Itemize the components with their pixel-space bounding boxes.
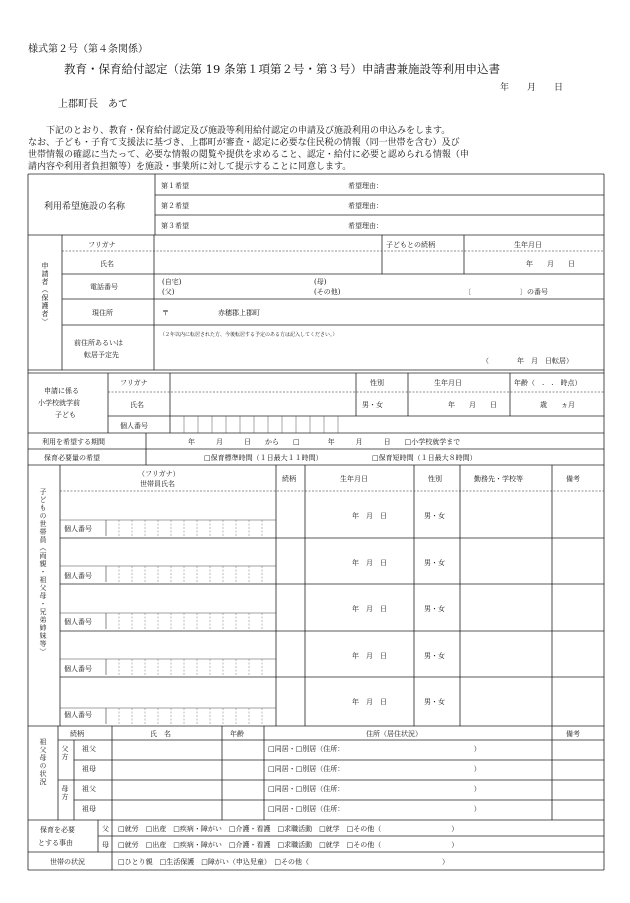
intro-line-3: 世帯情報の確認に当たって、必要な情報の閲覧や提供を求めること、認定・給付に必要と認められる情報（申 (28, 150, 469, 160)
applicant-name-label: 氏名 (100, 260, 114, 268)
applicant-furigana-label: フリガナ (88, 241, 116, 249)
household-name-header: 世帯員氏名 (140, 480, 175, 488)
gp-relation-value: 祖父 (82, 785, 96, 793)
facility-reason-3: 希望理由： (348, 222, 383, 230)
form-title: 教育・保育給付認定（法第 19 条第１項第２号・第３号）申請書兼施設等利用申込書 (64, 62, 500, 76)
addressee: 上郡町長 あて (58, 99, 128, 110)
gp-father-side: 父方 (61, 745, 69, 761)
household-birth-value[interactable]: 年 月 日 (352, 559, 387, 567)
reasons-mother: 母 (102, 841, 109, 849)
intro-line-1: 下記のとおり、教育・保育給付認定及び施設等利用給付認定の申請及び施設利用の申込みをします。 (46, 126, 451, 136)
household-id-label: 個人番号 (64, 665, 92, 673)
address-label: 現住所 (92, 309, 113, 317)
phone-father: (父) (162, 288, 175, 296)
household-gender-value[interactable]: 男・女 (424, 559, 445, 567)
household-birth-value[interactable]: 年 月 日 (352, 652, 387, 660)
gp-remarks-header: 備考 (566, 730, 580, 738)
gp-relation-value: 祖父 (82, 745, 96, 753)
household-side-label: 子どもの世帯員（両親・祖父母・兄弟姉妹等） (39, 488, 47, 656)
gp-address-header: 住所（居住状況） (366, 730, 422, 738)
reasons-label-1: 保育を必要 (40, 826, 75, 834)
gp-status-value[interactable]: □同居・□別居（住所： ） (268, 765, 481, 773)
reasons-label-2: とする事由 (38, 839, 73, 847)
gp-relation-header: 続柄 (70, 730, 84, 738)
household-remarks-header: 備考 (566, 475, 580, 483)
gp-relation-value: 祖母 (82, 765, 96, 773)
household-gender-header: 性別 (428, 475, 442, 483)
child-label-3: 子ども (55, 411, 76, 419)
phone-home: (自宅) (162, 278, 182, 286)
child-birth-label: 生年月日 (434, 379, 462, 387)
household-id-label: 個人番号 (64, 711, 92, 719)
prev-address-label-2: 転居予定先 (84, 351, 119, 359)
child-name-label: 氏名 (130, 401, 144, 409)
household-gender-value[interactable]: 男・女 (424, 652, 445, 660)
household-gender-value[interactable]: 男・女 (424, 512, 445, 520)
applicant-side-label: 申請者（保護者） (41, 262, 49, 326)
need-label: 保育必要量の希望 (44, 454, 100, 462)
facility-choice-1: 第１希望 (161, 182, 189, 190)
household-gender-value[interactable]: 男・女 (424, 605, 445, 613)
household-birth-value[interactable]: 年 月 日 (352, 698, 387, 706)
intro-line-4: 請内容や利用者負担額等）を施設・事業所に対して提示することに同意します。 (28, 162, 352, 172)
date-line[interactable]: 年 月 日 (500, 83, 564, 93)
facility-reason-1: 希望理由： (348, 182, 383, 190)
household-id-label: 個人番号 (64, 572, 92, 580)
reasons-mother-options[interactable]: □就労 □出産 □疾病・障がい □介護・看護 □求職活動 □就学 □その他（ ） (118, 841, 459, 849)
child-gender-label: 性別 (370, 379, 384, 387)
phone-label: 電話番号 (90, 283, 118, 291)
period-label: 利用を希望する期間 (42, 438, 105, 446)
phone-mother: (母) (314, 278, 327, 286)
form-number: 様式第２号（第４条関係） (28, 44, 148, 55)
child-age-label: 年齢（ . . 時点） (514, 379, 582, 387)
reasons-father: 父 (102, 825, 109, 833)
facility-reason-2: 希望理由： (348, 202, 383, 210)
gp-status-value[interactable]: □同居・□別居（住所： ） (268, 805, 481, 813)
reasons-father-options[interactable]: □就労 □出産 □疾病・障がい □介護・看護 □求職活動 □就学 □その他（ ） (118, 825, 459, 833)
child-id-label: 個人番号 (120, 422, 148, 430)
need-standard-option[interactable]: □保育標準時間（１日最大１１時間） (204, 454, 323, 462)
period-value[interactable]: 年 月 日 から □ 年 月 日 □小学校就学まで (188, 438, 461, 446)
gp-mother-side: 母方 (61, 785, 69, 801)
gp-name-header: 氏 名 (150, 730, 171, 738)
child-gender-value[interactable]: 男・女 (362, 401, 383, 409)
child-label-1: 申請に係る (44, 387, 79, 395)
child-age-value[interactable]: 歳 ヵ月 (540, 401, 575, 409)
household-birth-value[interactable]: 年 月 日 (352, 512, 387, 520)
zip-mark: 〒 (162, 309, 169, 317)
household-birth-header: 生年月日 (340, 475, 368, 483)
household-relation-header: 続柄 (282, 475, 296, 483)
child-furigana-label: フリガナ (120, 379, 148, 387)
grandparents-side-label: 祖父母の状況 (39, 738, 47, 786)
address-value[interactable]: 赤穂郡上郡町 (218, 309, 260, 317)
household-work-header: 勤務先・学校等 (474, 475, 523, 483)
status-label: 世帯の状況 (50, 858, 85, 866)
gp-relation-value: 祖母 (82, 805, 96, 813)
child-label-2: 小学校就学前 (38, 399, 80, 407)
gp-age-header: 年齢 (230, 730, 244, 738)
gp-status-value[interactable]: □同居・□別居（住所： ） (268, 745, 481, 753)
facility-choice-2: 第２希望 (161, 202, 189, 210)
household-furigana-header: （フリガナ） (138, 470, 180, 478)
household-id-label: 個人番号 (64, 618, 92, 626)
gp-status-value[interactable]: □同居・□別居（住所： ） (268, 785, 481, 793)
household-id-label: 個人番号 (64, 525, 92, 533)
household-birth-value[interactable]: 年 月 日 (352, 605, 387, 613)
relation-label: 子どもとの続柄 (386, 241, 435, 249)
child-birth-value[interactable]: 年 月 日 (448, 401, 497, 409)
household-gender-value[interactable]: 男・女 (424, 698, 445, 706)
phone-other: (その他) (314, 288, 341, 296)
facility-label: 利用希望施設の名称 (44, 202, 126, 212)
prev-address-label-1: 前住所あるいは (74, 339, 123, 347)
applicant-birth-label: 生年月日 (514, 241, 542, 249)
need-short-option[interactable]: □保育短時間（１日最大８時間） (372, 454, 477, 462)
applicant-birth-value[interactable]: 年 月 日 (526, 260, 575, 268)
status-options[interactable]: □ひとり親 □生活保護 □障がい（申込児童） □その他（ ） (118, 858, 449, 866)
prev-address-note: （２年以内に転居された方、今後転居する予定のある方は記入してください。） (160, 332, 338, 338)
intro-line-2: なお、子ども・子育て支援法に基づき、上郡町が審査・認定に必要な住民税の情報（同一世帯を含む）及び (28, 138, 460, 148)
phone-suffix: 〔 〕の番号 (464, 288, 548, 296)
prev-address-date[interactable]: （ 年 月 日転居） (482, 357, 573, 365)
facility-choice-3: 第３希望 (161, 222, 189, 230)
